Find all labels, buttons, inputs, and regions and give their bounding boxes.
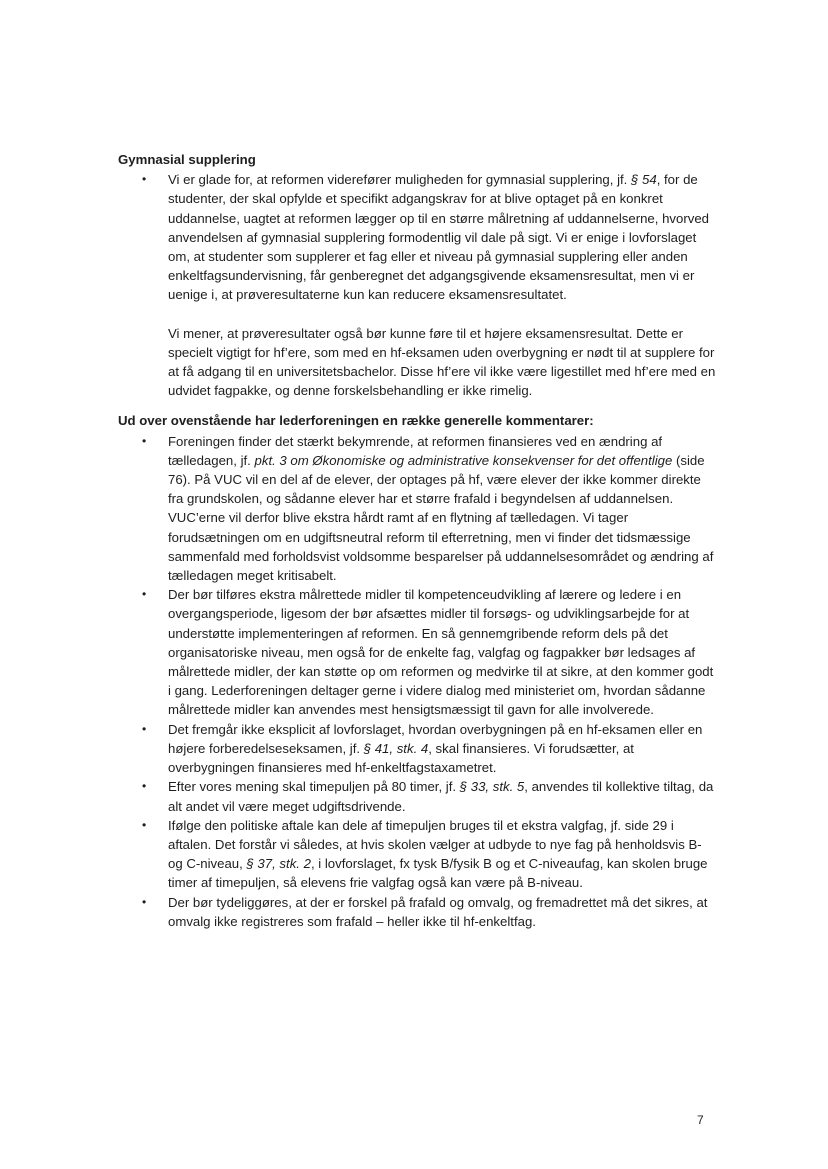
section-heading-gymnasial-supplering: Gymnasial supplering (118, 152, 256, 167)
paragraph-text: , skal finansieres. Vi forudsætter, at overbygningen finansieres med hf-enkeltfagstaxametret. (168, 740, 634, 776)
law-reference: § 41, stk. 4 (363, 740, 429, 756)
law-reference: pkt. 3 om Økonomiske og administrative konsekvenser for det offentlige (254, 452, 673, 468)
law-reference: § 54 (631, 172, 657, 188)
paragraph-text: , i lovforslaget, fx tysk B/fysik B og et C-niveaufag, kan skolen bruge timer af timepuljen, så elevens frie valgfag også kan være på B-niveau. (168, 856, 708, 891)
bullet-icon: • (142, 817, 147, 832)
list-item (118, 777, 718, 815)
bullet-icon: • (142, 779, 147, 794)
bullet-icon: • (142, 587, 147, 602)
bullet-list-general (118, 432, 718, 931)
paragraph-text: , anvendes til kollektive tiltag, da alt andet vil være meget udgiftsdrivende. (168, 779, 714, 814)
bullet-icon: • (142, 894, 147, 909)
law-reference: § 37, stk. 2 (246, 856, 311, 872)
bullet-icon: • (142, 721, 147, 736)
page-number: 7 (697, 1113, 704, 1127)
paragraph-text: (side 76). På VUC vil en del af de elever, der optages på hf, være elever der ikke kommer direkte fra grundskolen, og sådanne elever har et større frafald i begyndelsen af uddannelsen. VUC’erne vil derfor blive ekstra hårdt ramt af en flytning af tælledagen. Vi tager forudsætningen om en udgiftsneutral reform til efterretning, men vi finder det tidsmæssige sammenfald med forholdsvist voldsomme besparelser på uddannelsesområdet og ændring af tælledagen meget kritisabelt. (168, 452, 714, 584)
paragraph-text: Vi er glade for, at reformen viderefører muligheden for gymnasial supplering, jf. (168, 172, 632, 188)
paragraph-text: Der bør tydeliggøres, at der er forskel på frafald og omvalg, og fremadrettet må det sikres, at omvalg ikke registreres som frafald – heller ikke til hf-enkeltfag. (168, 894, 708, 929)
list-item (118, 720, 718, 778)
followup-paragraph: Vi mener, at prøveresultater også bør kunne føre til et højere eksamensresultat. Dette er specielt vigtigt for hf’ere, som med en hf-eksamen uden overbygning er nødt til at supplere for at få adgang til en universitetsbachelor. Disse hf’ere vil ikke være ligestillet med hf’ere med en udvidet fagpakke, og denne forskelsbehandling er ikke rimelig. (168, 325, 716, 399)
bullet-list-gymnasial (118, 170, 718, 304)
list-item (118, 432, 718, 586)
bullet-icon: • (142, 433, 147, 448)
paragraph-text: Foreningen finder det stærkt bekymrende, at reformen finansieres ved en ændring af tælledagen, jf. (168, 433, 663, 468)
list-item (118, 170, 718, 304)
list-item (118, 585, 718, 719)
page-content (118, 150, 718, 931)
paragraph-text: , for de studenter, der skal opfylde et specifikt adgangskrav for at blive optaget på en konkret uddannelse, uagtet at reformen lægger op til en større målretning af uddannelserne, hvorved anvendelsen af gymnasial supplering formodentlig vil dale på sigt. Vi er enige i lovforslaget om, at studenter som supplerer et fag eller et niveau på gymnasial supplering eller anden enkeltfagsundervisning, får genberegnet det adgangsgivende eksamensresultat, men vi er uenige i, at prøveresultaterne kun kan reducere eksamensresultatet. (168, 172, 710, 303)
list-item (118, 893, 718, 931)
paragraph-text: Der bør tilføres ekstra målrettede midler til kompetenceudvikling af lærere og ledere i en overgangsperiode, ligesom der bør afsættes midler til forsøgs- og udviklingsarbejde for at understøtte implementeringen af reformen. En så gennemgribende reform dels på det organisatoriske niveau, men også for de enkelte fag, valgfag og fagpakker bør ledsages af målrettede midler, der kan støtte op om reformen og medvirke til at sikre, at den kommer godt i gang. Lederforeningen deltager gerne i videre dialog med ministeriet om, hvordan sådanne målrettede midler kan anvendes mest hensigtsmæssigt til gavn for alle involverede. (168, 587, 714, 718)
paragraph-text: Efter vores mening skal timepuljen på 80 timer, jf. (168, 779, 460, 795)
paragraph-text: Ifølge den politiske aftale kan dele af timepuljen bruges til et ekstra valgfag, jf. side 29 i aftalen. Det forstår vi således, at hvis skolen vælger at udbyde to nye fag på henholdsvis B- og C-niveau, (168, 817, 702, 872)
list-item (118, 816, 718, 893)
paragraph-text: Det fremgår ikke eksplicit af lovforslaget, hvordan overbygningen på en hf-eksamen eller en højere forberedelseseksamen, jf. (168, 721, 703, 756)
law-reference: § 33, stk. 5 (459, 779, 525, 795)
section-heading-general-comments: Ud over ovenstående har lederforeningen en række generelle kommentarer: (118, 413, 594, 429)
bullet-icon: • (142, 172, 147, 187)
